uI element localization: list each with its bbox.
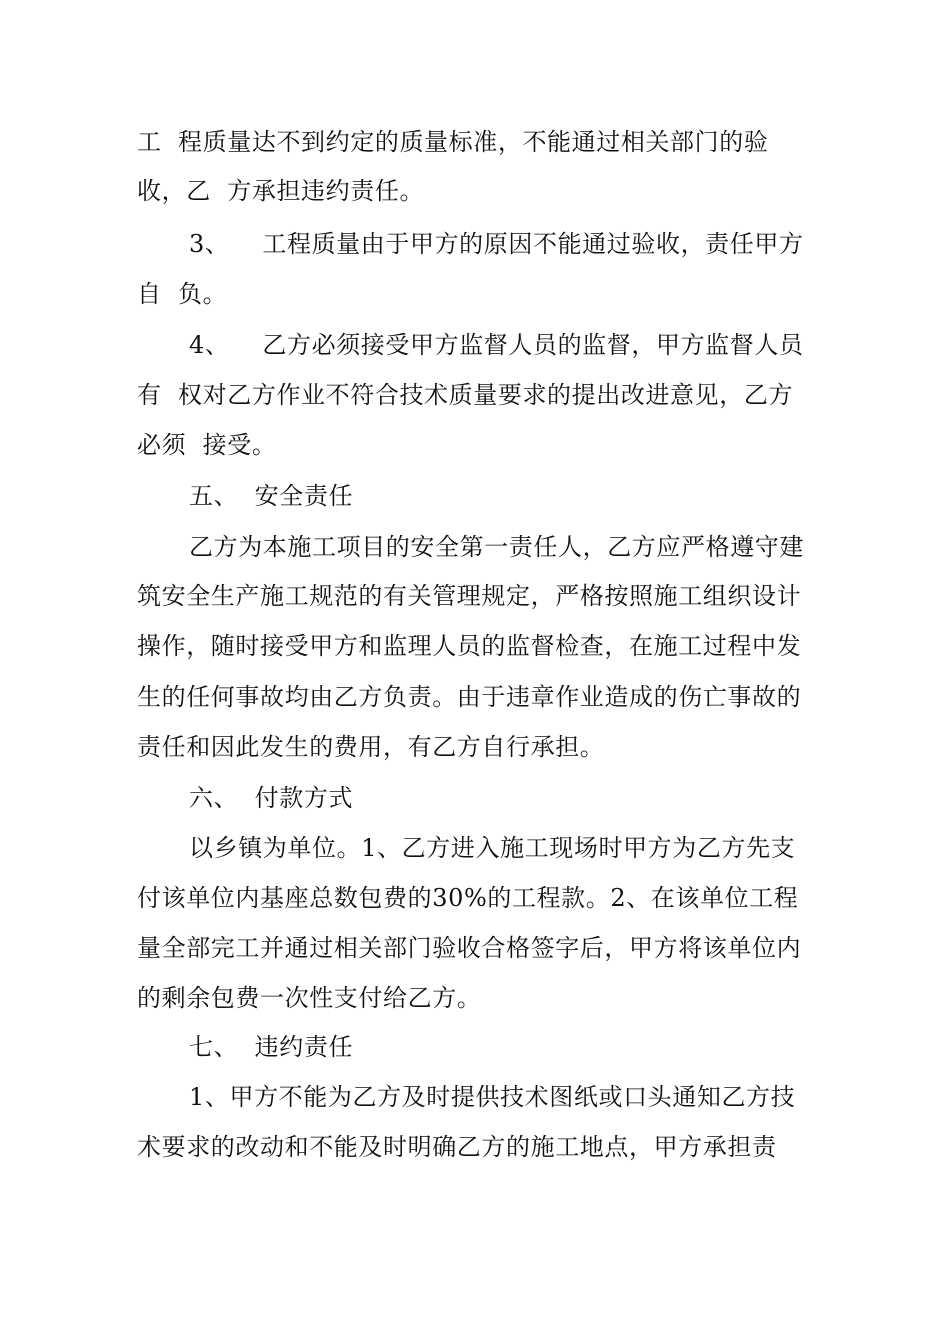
text-line: 以乡镇为单位。1、乙方进入施工现场时甲方为乙方先支 <box>189 834 796 862</box>
text-line: 术要求的改动和不能及时明确乙方的施工地点，甲方承担责 <box>137 1133 777 1161</box>
text-line: 乙方为本施工项目的安全第一责任人，乙方应严格遵守建 <box>189 533 804 561</box>
text-line: 量全部完工并通过相关部门验收合格签字后，甲方将该单位内 <box>137 934 802 962</box>
text-line: 生的任何事故均由乙方负责。由于违章作业造成的伤亡事故的 <box>137 683 802 711</box>
section-heading: 六、 付款方式 <box>189 784 354 812</box>
text-line: 1、甲方不能为乙方及时提供技术图纸或口头通知乙方技 <box>189 1083 796 1111</box>
text-line: 操作，随时接受甲方和监理人员的监督检查，在施工过程中发 <box>137 632 802 660</box>
text-line: 收，乙 方承担违约责任。 <box>137 177 425 205</box>
text-line: 工 程质量达不到约定的质量标准，不能通过相关部门的验 <box>137 128 769 156</box>
section-heading: 五、 安全责任 <box>189 482 354 510</box>
text-line: 3、 工程质量由于甲方的原因不能通过验收，责任甲方 <box>189 230 804 258</box>
text-line: 有 权对乙方作业不符合技术质量要求的提出改进意见，乙方 <box>137 381 794 409</box>
text-line: 必须 接受。 <box>137 431 277 459</box>
text-line: 筑安全生产施工规范的有关管理规定，严格按照施工组织设计 <box>137 582 802 610</box>
text-line: 自 负。 <box>137 280 228 308</box>
text-line: 付该单位内基座总数包费的30%的工程款。2、在该单位工程 <box>137 884 799 912</box>
text-line: 4、 乙方必须接受甲方监督人员的监督，甲方监督人员 <box>189 331 804 359</box>
section-heading: 七、 违约责任 <box>189 1033 354 1061</box>
text-line: 的剩余包费一次性支付给乙方。 <box>137 984 482 1012</box>
text-line: 责任和因此发生的费用，有乙方自行承担。 <box>137 733 605 761</box>
